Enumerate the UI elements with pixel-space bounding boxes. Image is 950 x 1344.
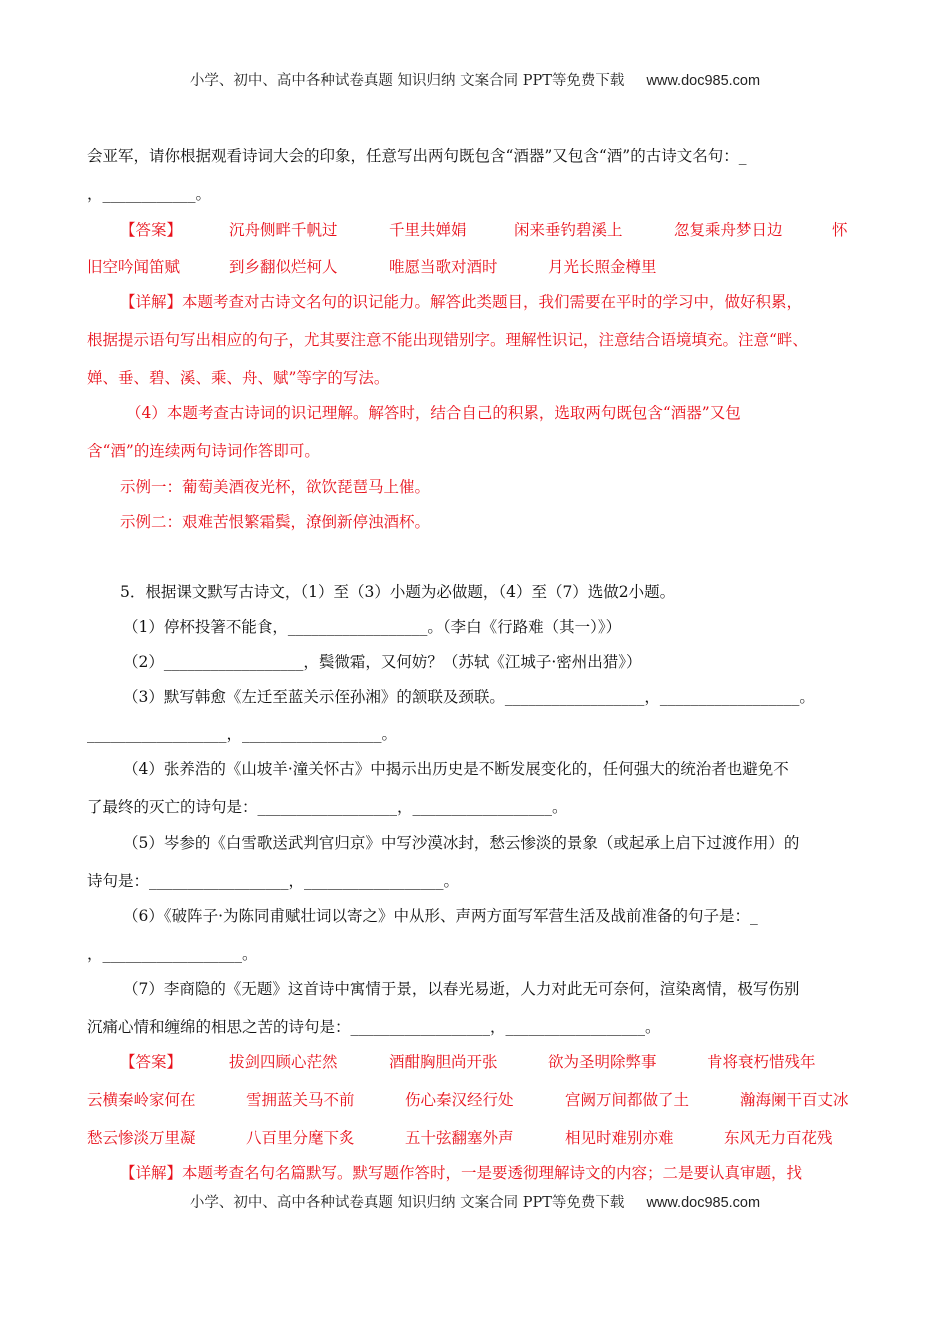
- answer-item: 旧空吟闻笛赋: [87, 258, 181, 276]
- question-text: ，____________。: [87, 185, 212, 203]
- answer-item: 酒酣胸胆尚开张: [389, 1053, 498, 1071]
- answer-label: 【答案】: [120, 1053, 183, 1071]
- answer-item: 忽复乘舟梦日边: [674, 221, 783, 239]
- answer-item: 怀: [832, 221, 848, 239]
- question-item: __________________，__________________。: [87, 725, 398, 743]
- answer-item: 月光长照金樽里: [548, 258, 657, 276]
- footer-url: www.doc985.com: [646, 1195, 761, 1211]
- question-item: （1）停杯投箸不能食，__________________。（李白《行路难（其一）》）: [123, 618, 622, 636]
- answer-item: 云横秦岭家何在: [87, 1091, 196, 1109]
- answer-item: 愁云惨淡万里凝: [87, 1129, 196, 1147]
- header-text: 小学、初中、高中各种试卷真题 知识归纳 文案合同 PPT等免费下载: [189, 73, 625, 89]
- explanation-text: 婵、垂、碧、溪、乘、舟、赋”等字的写法。: [87, 369, 390, 387]
- question-item: 诗句是：__________________，__________________。: [87, 872, 460, 890]
- answer-item: 瀚海阑干百丈冰: [740, 1091, 849, 1109]
- answer-label: 【答案】: [120, 221, 183, 239]
- question-item: （3）默写韩愈《左迁至蓝关示侄孙湘》的颔联及颈联。__________________，__________________。: [123, 688, 815, 706]
- answer-item: 八百里分麾下炙: [246, 1129, 355, 1147]
- answer-item: 沉舟侧畔千帆过: [229, 221, 338, 239]
- answer-item: 欲为圣明除弊事: [548, 1053, 657, 1071]
- answer-item: 东风无力百花残: [724, 1129, 833, 1147]
- page-header: [0, 69, 950, 90]
- question-text: 会亚军，请你根据观看诗词大会的印象，任意写出两句既包含“酒器”又包含“酒”的古诗文名句：_: [87, 147, 747, 165]
- header-url: www.doc985.com: [646, 73, 761, 89]
- answer-item: 相见时难别亦难: [565, 1129, 674, 1147]
- answer-item: 五十弦翻塞外声: [405, 1129, 514, 1147]
- explanation-text: 根据提示语句写出相应的句子，尤其要注意不能出现错别字。理解性识记，注意结合语境填充。注意“畔、: [87, 331, 808, 349]
- question-item: （2）__________________，鬓微霜，又何妨？（苏轼《江城子·密州出猎》）: [123, 653, 642, 671]
- footer-text: 小学、初中、高中各种试卷真题 知识归纳 文案合同 PPT等免费下载: [189, 1195, 625, 1211]
- answer-item: 到乡翻似烂柯人: [229, 258, 338, 276]
- question-item: ，__________________。: [87, 945, 258, 963]
- explanation-text: 【详解】本题考查名句名篇默写。默写题作答时，一是要透彻理解诗文的内容；二是要认真审题，找: [120, 1164, 803, 1182]
- question-item: （6）《破阵子·为陈同甫赋壮词以寄之》中从形、声两方面写军营生活及战前准备的句子是：_: [123, 907, 758, 925]
- example-text: 示例二：艰难苦恨繁霜鬓，潦倒新停浊酒杯。: [120, 513, 431, 531]
- answer-item: 千里共婵娟: [389, 221, 467, 239]
- question-item: 了最终的灭亡的诗句是：__________________，__________________。: [87, 798, 568, 816]
- answer-item: 雪拥蓝关马不前: [246, 1091, 355, 1109]
- page-footer: [0, 1191, 950, 1212]
- question-item: （5）岑参的《白雪歌送武判官归京》中写沙漠冰封，愁云惨淡的景象（或起承上启下过渡作用）的: [123, 834, 800, 852]
- answer-item: 拔剑四顾心茫然: [229, 1053, 338, 1071]
- answer-item: 闲来垂钓碧溪上: [514, 221, 623, 239]
- explanation-text: （4）本题考查古诗词的识记理解。解答时，结合自己的积累，选取两句既包含“酒器”又包: [126, 404, 741, 422]
- question-item: （7）李商隐的《无题》这首诗中寓情于景，以春光易逝，人力对此无可奈何，渲染离情，极写伤别: [123, 980, 800, 998]
- answer-item: 宫阙万间都做了土: [565, 1091, 690, 1109]
- question-title: 5．根据课文默写古诗文，（1）至（3）小题为必做题，（4）至（7）选做2小题。: [120, 583, 676, 601]
- explanation-text: 【详解】本题考查对古诗文名句的识记能力。解答此类题目，我们需要在平时的学习中，做好积累，: [120, 293, 803, 311]
- example-text: 示例一：葡萄美酒夜光杯，欲饮琵琶马上催。: [120, 478, 431, 496]
- question-item: 沉痛心情和缠绵的相思之苦的诗句是：__________________，__________________。: [87, 1018, 661, 1036]
- question-item: （4）张养浩的《山坡羊·潼关怀古》中揭示出历史是不断发展变化的，任何强大的统治者也避免不: [123, 760, 789, 778]
- explanation-text: 含“酒”的连续两句诗词作答即可。: [87, 442, 320, 460]
- answer-item: 伤心秦汉经行处: [405, 1091, 514, 1109]
- answer-item: 肯将衰朽惜残年: [707, 1053, 816, 1071]
- answer-item: 唯愿当歌对酒时: [389, 258, 498, 276]
